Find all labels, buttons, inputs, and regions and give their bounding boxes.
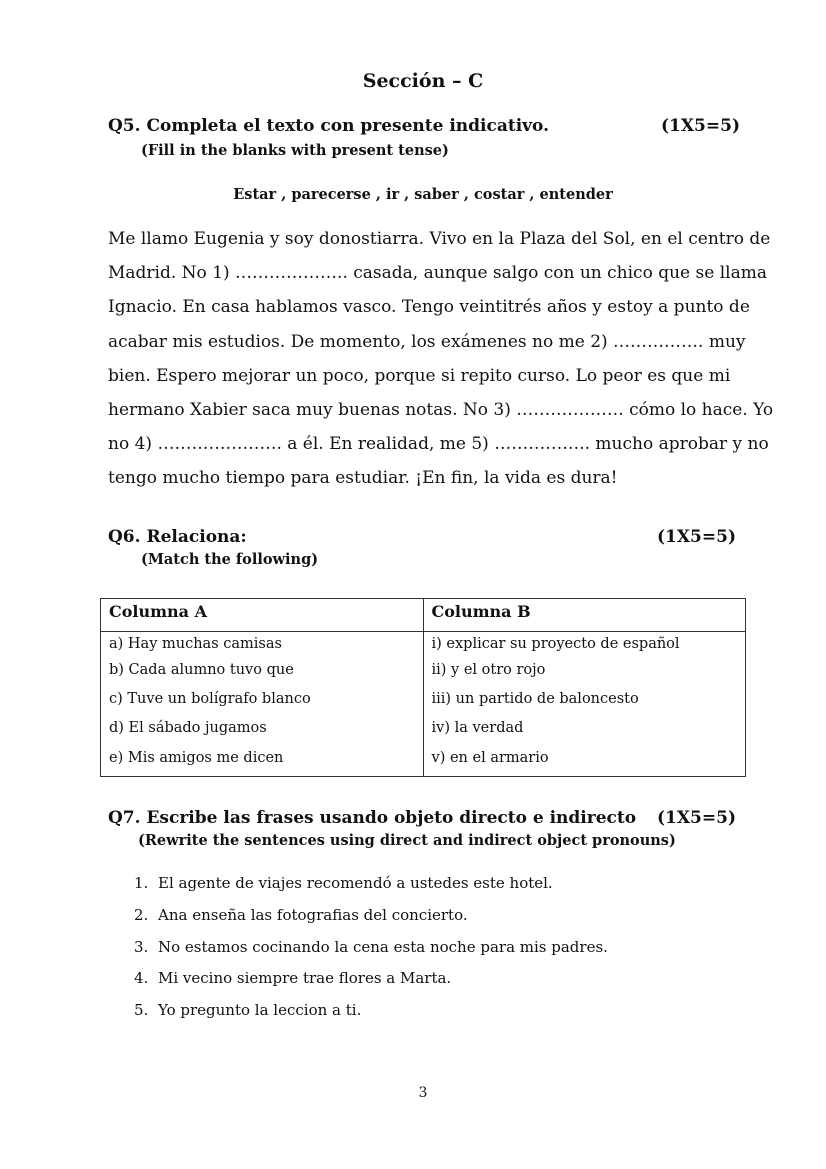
item-number: 1. bbox=[134, 874, 149, 892]
column-a-header: Columna A bbox=[101, 599, 424, 632]
list-item bbox=[134, 874, 608, 906]
column-a-item: c) Tuve un bolígrafo blanco bbox=[109, 691, 311, 708]
passage-line: Me llamo Eugenia y soy donostiarra. Vivo en la Plaza del Sol, en el centro de bbox=[108, 229, 771, 249]
item-number: 5. bbox=[134, 1001, 149, 1020]
match-table bbox=[100, 598, 746, 777]
list-item bbox=[134, 906, 608, 938]
item-text: Yo pregunto la leccion a ti. bbox=[158, 1001, 362, 1020]
q6-subtitle: (Match the following) bbox=[141, 551, 319, 568]
list-item bbox=[134, 938, 608, 970]
column-b-item: iii) un partido de baloncesto bbox=[431, 691, 639, 708]
q7-sentence-list bbox=[134, 874, 608, 1033]
table-body-row bbox=[101, 632, 746, 777]
column-a-item: d) El sábado jugamos bbox=[109, 720, 267, 737]
item-number: 2. bbox=[134, 905, 149, 924]
column-a-item: e) Mis amigos me dicen bbox=[109, 749, 284, 766]
column-b-item: iv) la verdad bbox=[431, 720, 524, 737]
column-a-cell bbox=[101, 632, 424, 777]
column-b-item: v) en el armario bbox=[431, 749, 549, 766]
passage-line: hermano Xabier saca muy buenas notas. No 3) ………………. cómo lo hace. Yo bbox=[108, 400, 774, 421]
column-b-list bbox=[424, 632, 746, 776]
q5-passage bbox=[108, 222, 774, 496]
item-number: 3. bbox=[134, 937, 149, 956]
passage-line: no 4) …………………. a él. En realidad, me 5) …………….. mucho aprobar y no bbox=[108, 434, 769, 455]
passage-line: bien. Espero mejorar un poco, porque si repito curso. Lo peor es que mi bbox=[108, 365, 731, 386]
q6-marks: (1X5=5) bbox=[657, 527, 737, 547]
item-number: 4. bbox=[134, 969, 149, 988]
column-b-item: i) explicar su proyecto de español bbox=[431, 636, 680, 652]
column-b-header: Columna B bbox=[423, 599, 746, 632]
item-text: No estamos cocinando la cena esta noche para mis padres. bbox=[158, 937, 608, 956]
section-title: Sección – C bbox=[362, 70, 484, 92]
passage-line: tengo mucho tiempo para estudiar. ¡En fin, la vida es dura! bbox=[108, 468, 618, 489]
item-text: Mi vecino siempre trae flores a Marta. bbox=[158, 969, 452, 988]
column-b-item: ii) y el otro rojo bbox=[431, 662, 546, 678]
q6-title: Q6. Relaciona: bbox=[108, 527, 247, 547]
column-a-item: b) Cada alumno tuvo que bbox=[109, 662, 294, 678]
passage-line: Ignacio. En casa hablamos vasco. Tengo veintitrés años y estoy a punto de bbox=[108, 297, 750, 318]
word-bank: Estar , parecerse , ir , saber , costar , entender bbox=[233, 186, 613, 203]
list-item bbox=[134, 1001, 608, 1033]
column-a-list bbox=[101, 632, 423, 776]
q7-subtitle: (Rewrite the sentences using direct and indirect object pronouns) bbox=[138, 832, 676, 849]
q5-subtitle: (Fill in the blanks with present tense) bbox=[141, 142, 449, 159]
list-item bbox=[134, 969, 608, 1001]
q5-marks: (1X5=5) bbox=[661, 116, 741, 136]
q5-title: Q5. Completa el texto con presente indicativo. bbox=[108, 116, 550, 136]
passage-line: Madrid. No 1) ……………….. casada, aunque salgo con un chico que se llama bbox=[108, 263, 767, 284]
passage-line: acabar mis estudios. De momento, los exámenes no me 2) ……………. muy bbox=[108, 331, 746, 352]
page-number: 3 bbox=[418, 1085, 428, 1101]
item-text: El agente de viajes recomendó a ustedes este hotel. bbox=[158, 874, 553, 892]
item-text: Ana enseña las fotografias del concierto. bbox=[158, 905, 468, 924]
table-header-row bbox=[101, 599, 746, 632]
q7-marks: (1X5=5) bbox=[657, 808, 737, 828]
column-b-cell bbox=[423, 632, 746, 777]
q7-title: Q7. Escribe las frases usando objeto directo e indirecto bbox=[108, 808, 637, 828]
column-a-item: a) Hay muchas camisas bbox=[109, 636, 282, 652]
